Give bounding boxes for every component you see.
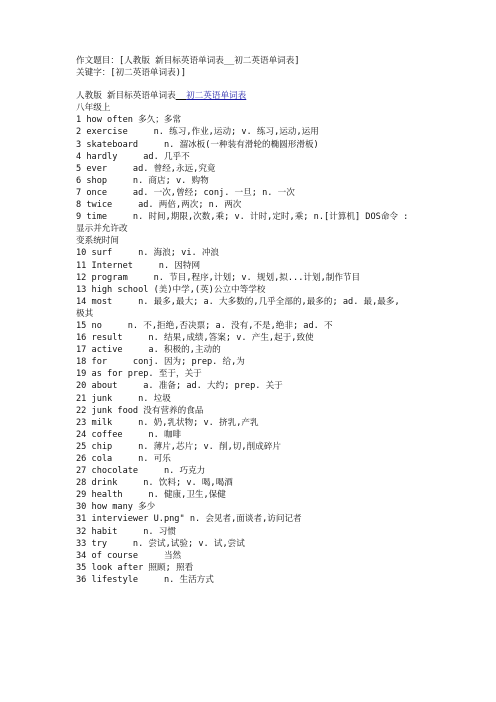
list-item: 14 most n. 最多,最大; a. 大多数的,几乎全部的,最多的; ad. 最,最多, [76, 296, 400, 307]
list-item: 22 junk food 没有营养的食品 [76, 405, 204, 416]
list-item: 24 coffee n. 咖啡 [76, 429, 182, 440]
list-item: 19 as for prep. 至于，关于 [76, 369, 202, 380]
section-title: 八年级上 [76, 103, 111, 114]
list-item: 9 time n. 时间,期限,次数,乘; v. 计时,定时,乘; n.[计算机] DOS命令 : [76, 212, 409, 223]
list-item: 33 try n. 尝试,试验; v. 试,尝试 [76, 538, 245, 549]
list-item-continuation: 显示并允许改 [76, 224, 128, 235]
list-item: 16 result n. 结果,成绩,答案; v. 产生,起于,致使 [76, 333, 314, 344]
keyword-line: 关键字：[初二英语单词表)] [76, 68, 187, 79]
list-item: 20 about a. 准备; ad. 大约; prep. 关于 [76, 381, 283, 392]
list-item: 17 active a. 积极的,主动的 [76, 345, 221, 356]
list-item: 15 no n. 不,拒绝,否决票; a. 没有,不是,绝非; ad. 不 [76, 320, 333, 331]
list-item: 32 habit n. 习惯 [76, 526, 176, 537]
essay-title-line: 作文题目：[人教版 新目标英语单词表__初二英语单词表] [76, 56, 300, 66]
list-item: 7 once ad. 一次,曾经; conj. 一旦; n. 一次 [76, 187, 295, 198]
list-item-continuation: 极其 [76, 308, 94, 319]
list-item: 13 high school (美)中学,(英)公立中等学校 [76, 284, 266, 295]
document-page [76, 55, 476, 586]
list-item: 30 how many 多少 [76, 502, 156, 513]
list-item-continuation: 变系统时间 [76, 236, 119, 247]
list-item: 25 chip n. 薄片,芯片; v. 削,切,削成碎片 [76, 441, 281, 452]
list-item: 6 shop n. 商店; v. 购物 [76, 175, 209, 186]
list-item: 36 lifestyle n. 生活方式 [76, 574, 214, 585]
list-item: 11 Internet n. 因特网 [76, 260, 201, 271]
list-item: 3 skateboard n. 溜冰板(一种装有滑轮的椭圆形滑板) [76, 139, 319, 150]
list-item: 4 hardly ad. 几乎不 [76, 151, 190, 162]
list-item: 12 program n. 节目,程序,计划; v. 规划,拟...计划,制作节目 [76, 272, 361, 283]
list-item: 18 for conj. 因为; prep. 给,为 [76, 357, 245, 368]
list-item: 2 exercise n. 练习,作业,运动; v. 练习,运动,运用 [76, 127, 319, 138]
list-item: 10 surf n. 海浪; vi. 冲浪 [76, 248, 220, 259]
header-link[interactable]: 初二英语单词表 [186, 91, 247, 102]
list-item: 5 ever ad. 曾经,永远,究竟 [76, 163, 216, 174]
word-list [76, 114, 476, 586]
header-separator: __ [175, 91, 187, 102]
spacer [76, 79, 476, 90]
list-item: 34 of course 当然 [76, 550, 182, 561]
list-item: 27 chocolate n. 巧克力 [76, 466, 206, 477]
list-item: 29 health n. 健康,卫生,保健 [76, 490, 226, 501]
document-header [76, 90, 476, 102]
list-item: 35 look after 照顾; 照看 [76, 562, 194, 573]
list-item: 21 junk n. 垃圾 [76, 393, 171, 404]
list-item: 26 cola n. 可乐 [76, 454, 171, 464]
list-item: 31 interviewer U.png" n. 会见者,面谈者,访问记者 [76, 514, 302, 525]
header-prefix: 人教版 新目标英语单词表 [76, 91, 176, 102]
list-item: 23 milk n. 奶,乳状物; v. 挤乳,产乳 [76, 417, 259, 428]
list-item: 8 twice ad. 两倍,两次; n. 两次 [76, 200, 242, 211]
list-item: 1 how often 多久；多常 [76, 115, 182, 126]
list-item: 28 drink n. 饮料; v. 喝,喝酒 [76, 478, 233, 489]
